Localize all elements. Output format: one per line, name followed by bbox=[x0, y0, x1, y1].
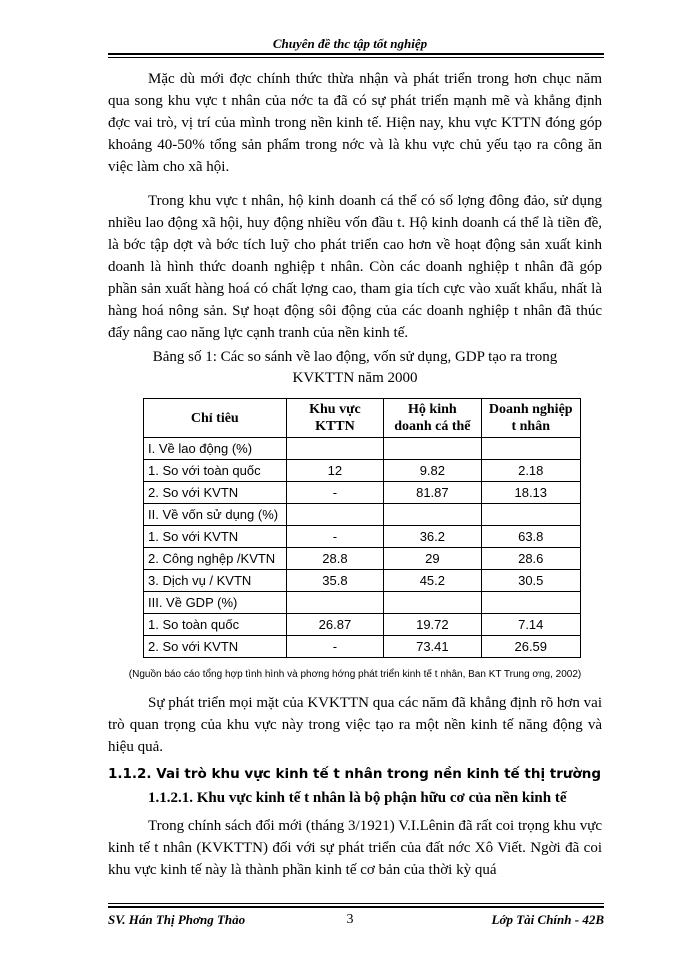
table-header-cell: Hộ kinh doanh cá thể bbox=[384, 399, 481, 438]
table-cell: 28.6 bbox=[481, 548, 580, 570]
table-cell: 81.87 bbox=[384, 482, 481, 504]
table-cell-label: III. Về GDP (%) bbox=[144, 592, 287, 614]
table-cell bbox=[384, 592, 481, 614]
table-cell: 29 bbox=[384, 548, 481, 570]
table-cell: 30.5 bbox=[481, 570, 580, 592]
table-cell bbox=[384, 504, 481, 526]
comparison-table bbox=[143, 398, 581, 658]
section-heading-1-1-2-1: 1.1.2.1. Khu vực kinh tế t nhân là bộ phận hữu cơ của nền kinh tế bbox=[148, 790, 567, 806]
table-row bbox=[144, 592, 581, 614]
table-row bbox=[144, 636, 581, 658]
section-heading-1-1-2: 1.1.2. Vai trò khu vực kinh tế t nhân trong nền kinh tế thị trường bbox=[108, 766, 602, 782]
table-cell bbox=[481, 504, 580, 526]
table-cell: 26.59 bbox=[481, 636, 580, 658]
table-header-cell: Chỉ tiêu bbox=[144, 399, 287, 438]
table-caption-line-2: KVKTTN năm 2000 bbox=[292, 370, 418, 386]
table-cell: - bbox=[286, 636, 384, 658]
table-cell: - bbox=[286, 482, 384, 504]
table-cell: 18.13 bbox=[481, 482, 580, 504]
table-cell: - bbox=[286, 526, 384, 548]
paragraph-4 bbox=[108, 815, 602, 881]
table-cell: 26.87 bbox=[286, 614, 384, 636]
table-cell-label: 2. So với KVTN bbox=[144, 482, 287, 504]
table-row bbox=[144, 438, 581, 460]
paragraph-1 bbox=[108, 68, 602, 178]
table-cell-label: 1. So toàn quốc bbox=[144, 614, 287, 636]
table-row bbox=[144, 548, 581, 570]
table-row bbox=[144, 526, 581, 548]
footer-rule bbox=[108, 906, 604, 908]
table-cell: 9.82 bbox=[384, 460, 481, 482]
table-cell bbox=[481, 592, 580, 614]
table-row bbox=[144, 504, 581, 526]
table-header-cell: Khu vực KTTN bbox=[286, 399, 384, 438]
table-cell: 35.8 bbox=[286, 570, 384, 592]
footer-author: SV. Hán Thị Phơng Thảo bbox=[108, 912, 246, 927]
table-cell bbox=[286, 438, 384, 460]
footer-rule-thin bbox=[108, 903, 604, 904]
table-caption-line-1: Bảng số 1: Các so sánh về lao động, vốn sử dụng, GDP tạo ra trong bbox=[152, 349, 558, 365]
table-cell bbox=[481, 438, 580, 460]
table-source-note: (Nguồn báo cáo tổng hợp tình hình và phơng hớng phát triển kinh tế t nhân, Ban KT Trung ơng, 2002) bbox=[128, 669, 582, 680]
table-cell bbox=[286, 504, 384, 526]
table-cell: 12 bbox=[286, 460, 384, 482]
header-rule bbox=[108, 53, 604, 55]
table-cell: 2.18 bbox=[481, 460, 580, 482]
table-cell-label: 1. So với toàn quốc bbox=[144, 460, 287, 482]
page-number: 3 bbox=[346, 912, 354, 927]
paragraph-1-text: Mặc dù mới đợc chính thức thừa nhận và phát triển trong hơn chục năm qua song khu vực t nhân của nớc ta đã có sự phát triển mạnh mẽ và khẳng định đợc vai trò, vị trí của mình trong nền kinh tế. Hiện nay, khu vực KTTN đóng góp khoảng 40-50% tổng sản phẩm trong nớc và là khu vực chủ yếu tạo ra công ăn việc làm cho xã hội. bbox=[108, 71, 602, 175]
header-rule-thin bbox=[108, 57, 604, 58]
table-cell: 7.14 bbox=[481, 614, 580, 636]
table-row bbox=[144, 570, 581, 592]
paragraph-4-text: Trong chính sách đổi mới (tháng 3/1921) V.I.Lênin đã rất coi trọng khu vực kinh tế t nhân (KVKTTN) đối với sự phát triển của đất nớc Xô Viết. Ngời đã coi khu vực kinh tế này là thành phần kinh tế cơ bản của thời kỳ quá bbox=[108, 818, 602, 878]
table-cell-label: 2. Công nghệp /KVTN bbox=[144, 548, 287, 570]
table-cell: 45.2 bbox=[384, 570, 481, 592]
table-cell: 19.72 bbox=[384, 614, 481, 636]
table-cell bbox=[286, 592, 384, 614]
paragraph-3-text: Sự phát triển mọi mặt của KVKTTN qua các năm đã khẳng định rõ hơn vai trò quan trọng của khu vực này trong việc tạo ra một nền kinh tế năng động và hiệu quả. bbox=[108, 695, 602, 755]
table-cell: 63.8 bbox=[481, 526, 580, 548]
table-row bbox=[144, 460, 581, 482]
paragraph-2-text: Trong khu vực t nhân, hộ kinh doanh cá thể có số lợng đông đảo, sử dụng nhiều lao động xã hội, huy động nhiều vốn đầu t. Hộ kinh doanh cá thể là tiền đề, là bớc tập dợt và bớc tích luỹ cho phát triển cao hơn về hoạt động sản xuất kinh doanh là hình thức doanh nghiệp t nhân. Còn các doanh nghiệp t nhân đã góp phần sản xuất hàng hoá có chất lợng cao, tham gia tích cực vào xuất khẩu, nhất là hàng hoá nông sản. Sự hoạt động sôi động của các doanh nghiệp t nhân đã thúc đẩy nâng cao năng lực cạnh tranh của nền kinh tế. bbox=[108, 193, 602, 341]
table-header-cell: Doanh nghiệp t nhân bbox=[481, 399, 580, 438]
table-header-row bbox=[144, 399, 581, 438]
paragraph-2 bbox=[108, 190, 602, 344]
table-caption bbox=[108, 347, 602, 389]
table-cell: 73.41 bbox=[384, 636, 481, 658]
page-header-title: Chuyên đề thc tập tốt nghiệp bbox=[272, 36, 428, 51]
table-cell-label: 2. So với KVTN bbox=[144, 636, 287, 658]
table-cell bbox=[384, 438, 481, 460]
table-row bbox=[144, 482, 581, 504]
table-cell-label: 1. So với KVTN bbox=[144, 526, 287, 548]
paragraph-3 bbox=[108, 692, 602, 758]
table-cell-label: 3. Dịch vụ / KVTN bbox=[144, 570, 287, 592]
table-cell: 36.2 bbox=[384, 526, 481, 548]
table-cell-label: II. Về vốn sử dụng (%) bbox=[144, 504, 287, 526]
table-row bbox=[144, 614, 581, 636]
footer-class: Lớp Tài Chính - 42B bbox=[491, 912, 604, 927]
table-cell-label: I. Về lao động (%) bbox=[144, 438, 287, 460]
table-cell: 28.8 bbox=[286, 548, 384, 570]
